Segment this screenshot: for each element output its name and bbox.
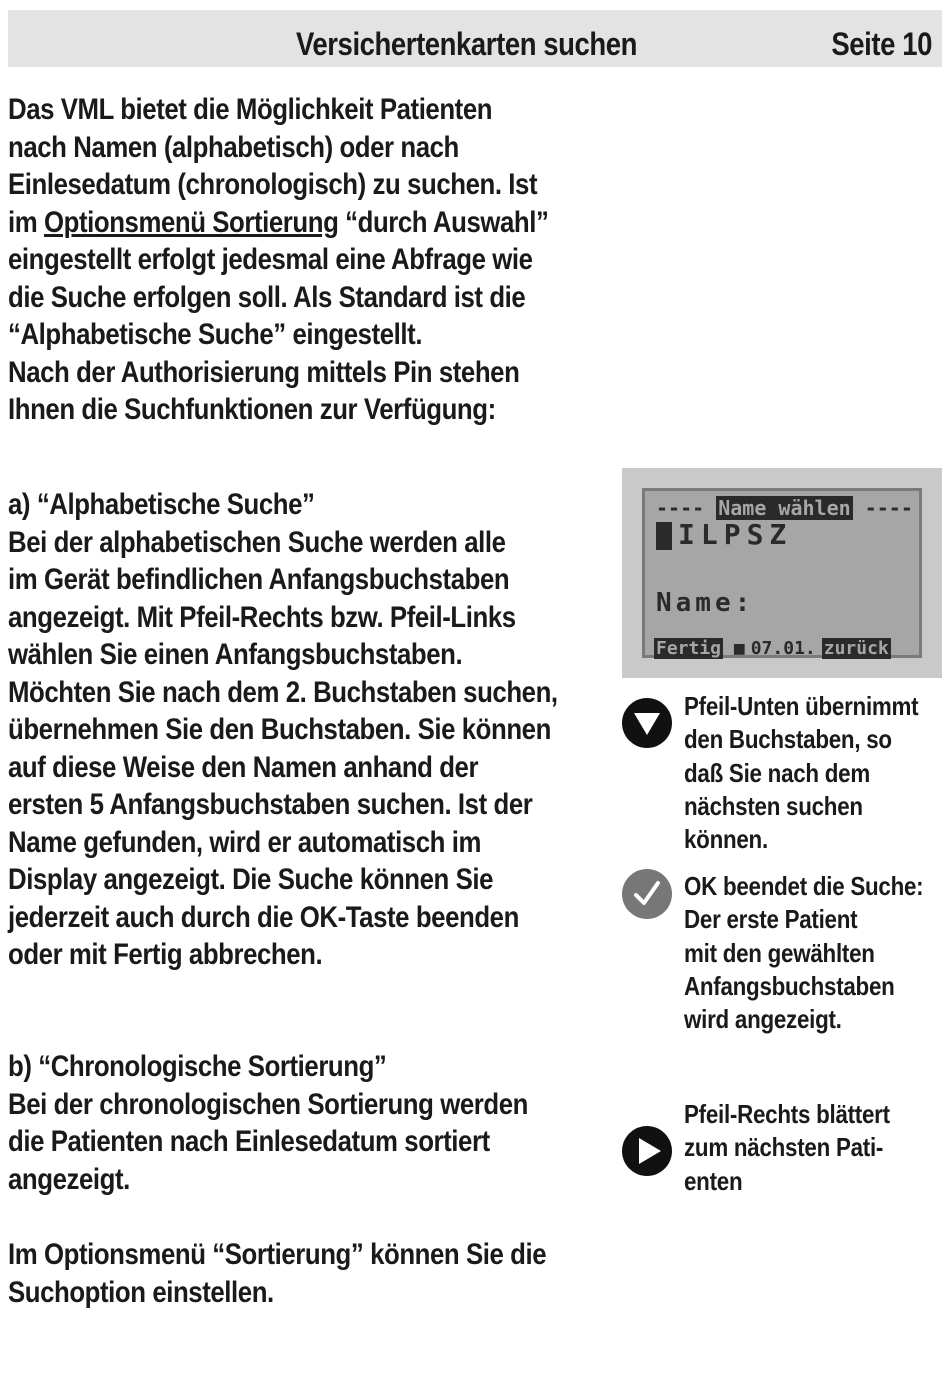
footer-paragraph (8, 1236, 627, 1311)
lcd-letter-list: ILPSZ (678, 518, 793, 551)
text-line: nächsten suchen (684, 790, 863, 821)
section-heading: a) “Alphabetische Suche” (8, 488, 315, 521)
text-line: Der erste Patient (684, 904, 858, 935)
text-line: Suchoption einstellen. (8, 1275, 274, 1309)
text-line: im Gerät befindlichen Anfangsbuchstaben (8, 563, 510, 596)
text-line: Anfangsbuchstaben (684, 970, 895, 1001)
text-line: “Alphabetische Suche” eingestellt. (8, 318, 423, 351)
text-line: nach Namen (alphabetisch) oder nach (8, 130, 459, 164)
text-line: wählen Sie einen Anfangsbuchstaben. (8, 638, 463, 671)
text-fragment: “durch Auswahl” (338, 205, 549, 239)
page-header (8, 10, 942, 67)
text-line: Einlesedatum (chronologisch) zu suchen. Ist (8, 168, 538, 201)
lcd-cursor (656, 522, 672, 550)
page-title: Versichertenkarten suchen (296, 26, 638, 62)
lcd-name-label: Name: (656, 588, 755, 618)
lcd-softkey-bar (654, 638, 891, 659)
text-line: Nach der Authorisierung mittels Pin stehen (8, 355, 520, 389)
text-line: eingestellt erfolgt jedesmal eine Abfrage wie (8, 243, 533, 276)
lock-icon: ■ (733, 638, 745, 659)
text-line: übernehmen Sie den Buchstaben. Sie können (8, 713, 551, 746)
section-a (8, 486, 627, 974)
text-line: die Suche erfolgen soll. Als Standard ist die (8, 280, 526, 314)
options-menu-sorting-reference: Optionsmenü Sortierung (43, 205, 339, 239)
text-line: Display angezeigt. Die Suche können Sie (8, 863, 494, 896)
device-display-photo (622, 468, 942, 678)
page-number: Seite 10 (831, 26, 932, 62)
text-line: jederzeit auch durch die OK-Taste beenden (8, 900, 519, 934)
lcd-screen (642, 488, 922, 658)
text-line: OK beendet die Suche: (684, 871, 924, 901)
intro-paragraph (8, 91, 627, 429)
lcd-date: 07.01. (750, 638, 816, 659)
text-line: die Patienten nach Einlesedatum sortiert (8, 1125, 490, 1158)
arrow-down-icon (622, 698, 672, 748)
text-line: Pfeil-Unten übernimmt (684, 691, 919, 721)
text-line: Bei der alphabetischen Suche werden alle (8, 525, 506, 559)
text-line: daß Sie nach dem (684, 757, 870, 788)
checkmark-icon (622, 869, 672, 919)
lcd-fertig-softkey: Fertig (656, 638, 722, 659)
hint-ok (684, 870, 942, 1036)
text-line: angezeigt. (8, 1162, 130, 1196)
text-line (8, 204, 627, 242)
hint-arrow-down (684, 690, 942, 856)
section-heading: b) “Chronologische Sortierung” (8, 1050, 387, 1083)
text-fragment: im (8, 205, 44, 239)
text-line: zum nächsten Pati- (684, 1132, 884, 1163)
text-line: wird angezeigt. (684, 1004, 842, 1035)
text-line: ersten 5 Anfangsbuchstaben suchen. Ist der (8, 788, 533, 821)
text-line: Pfeil-Rechts blättert (684, 1099, 890, 1129)
text-line: auf diese Weise den Namen anhand der (8, 750, 479, 784)
text-line: können. (684, 824, 768, 855)
lcd-title-bar (656, 496, 913, 520)
text-line: Im Optionsmenü “Sortierung” können Sie die (8, 1238, 547, 1271)
text-line: Name gefunden, wird er automatisch im (8, 825, 481, 859)
section-b (8, 1048, 627, 1198)
text-line: enten (684, 1165, 743, 1196)
text-line: Bei der chronologischen Sortierung werden (8, 1087, 528, 1121)
text-line: Ihnen die Suchfunktionen zur Verfügung: (8, 393, 496, 426)
text-line: Möchten Sie nach dem 2. Buchstaben suchen, (8, 675, 558, 709)
lcd-title: Name wählen (718, 496, 851, 520)
text-line: mit den gewählten (684, 937, 875, 968)
lcd-zurueck-softkey: zurück (823, 638, 889, 659)
hint-arrow-right (684, 1098, 942, 1198)
arrow-right-icon (622, 1126, 672, 1176)
text-line: Das VML bietet die Möglichkeit Patienten (8, 93, 493, 126)
lcd-dashes: ---- (656, 496, 705, 520)
text-line: angezeigt. Mit Pfeil-Rechts bzw. Pfeil-Links (8, 600, 516, 634)
text-line: den Buchstaben, so (684, 724, 892, 755)
text-line: oder mit Fertig abbrechen. (8, 938, 323, 971)
lcd-dashes: ---- (864, 496, 913, 520)
